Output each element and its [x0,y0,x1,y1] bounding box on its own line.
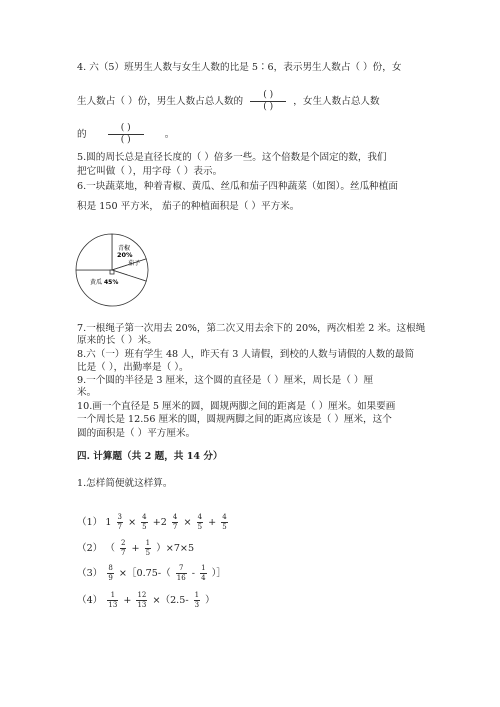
calc-problem-3-label: （3） [77,568,103,579]
q4-line-2-tail: ，女生人数占总人数 [293,96,380,107]
q4-line-3 [77,124,174,145]
fraction: $\frac{3}{7}$ [117,513,122,531]
q6-line-2: 积是 150 平方米， 茄子的种植面积是（ ）平方米。 [77,201,300,212]
fraction: $\frac{8}{9}$ [108,564,113,582]
fraction: $\frac{1}{13}$ [108,591,118,609]
q10-line-3: 圆的面积是（ ）平方厘米。 [77,428,196,439]
fraction: $\frac{7}{16}$ [176,564,186,582]
q9-line-2: 米。 [77,387,97,398]
fraction: $\frac{1}{4}$ [201,564,206,582]
fraction: $\frac{4}{5}$ [197,513,203,531]
calc-problem-2-label: （2） [77,543,103,554]
fraction: $\frac{1}{5}$ [145,539,151,557]
calc-problem-1 [77,512,230,534]
calc-problem-2 [77,538,194,560]
calc-problem-4-label: （4） [77,595,103,606]
operator: + [208,517,217,528]
calc-problem-4 [77,590,215,612]
operator: × [183,517,192,528]
pie-value-qingjiao: 20% [117,251,133,259]
q4-line-1: 4. 六（5）班男生人数与女生人数的比是 5∶6，表示男生人数占（ ）份，女 [77,62,402,73]
q9-line-1: 9.一个圆的半径是 3 厘米，这个圆的直径是（ ）厘米，周长是（ ）厘 [77,375,374,386]
fraction: $\frac{4}{5}$ [222,513,227,531]
q5-line-1: 5.圆的周长总是直径长度的（ ）倍多一些。这个倍数是个固定的数，我们 [77,152,387,163]
calc-problem-4-mid: ×（2.5- [152,595,189,606]
fraction: $\frac{1}{3}$ [194,591,200,609]
calc-problem-3-mid: ×［0.75-（ [118,568,171,579]
operator: - [191,568,196,579]
pie-label-qiezi: 茄子 [128,260,141,267]
fraction: $\frac{12}{13}$ [137,591,147,609]
q4-blank-fraction-1-denominator: ( ) [263,102,274,112]
calc-problem-1-label: （1） [77,517,103,528]
q4-blank-fraction-2-denominator: ( ) [120,135,131,145]
paren-open: （ [105,543,115,554]
fraction: $\frac{4}{7}$ [172,513,178,531]
fraction: $\frac{2}{7}$ [121,539,126,557]
q8-line-1: 8.六（一）班有学生 48 人，昨天有 3 人请假，到校的人数与请假的人数的最简 [77,349,415,360]
pie-label-huanggua: 黄瓜 [90,279,103,286]
q4-line-3-text: 的 [77,129,87,140]
q4-blank-fraction-2-numerator: ( ) [120,123,131,133]
calc-problem-3 [77,563,226,585]
calc-problem-1-whole: 1 [105,517,112,528]
calc-problem-2-tail: ）×7×5 [156,543,195,554]
q5-line-2: 把它叫做（ ），用字母（ ）表示。 [77,166,223,177]
operator: + [123,595,132,606]
q4-blank-fraction-1-numerator: ( ) [263,90,274,100]
q7-line-2: 原来的长（ ）米。 [77,335,157,346]
pie-label-qingjiao: 青椒 [118,245,131,252]
q4-line-2 [77,91,380,112]
q4-line-2-text: 生人数占（ ）份，男生人数占总人数的 [77,96,244,107]
q10-line-2: 一个周长是 12.56 厘米的圆，圆规两脚之间的距离应该是（ ）厘米，这个 [77,414,392,425]
fraction: $\frac{4}{5}$ [142,513,147,531]
q8-line-2: 比是（ ），出勤率是（ ）。 [77,362,189,373]
operator: × [128,517,137,528]
calc-problem-3-tail: ）］ [211,568,227,579]
q4-line-3-tail: 。 [164,129,175,140]
calc-intro: 1.怎样简便就这样算。 [77,478,173,489]
q10-line-1: 10.画一个直径是 5 厘米的圆，圆规两脚之间的距离是（ ）厘米。如果要画 [77,401,396,412]
q4-blank-fraction-2[interactable] [108,124,144,145]
calc-problem-4-tail: ） [205,595,215,606]
operator: + [131,543,140,554]
q4-blank-fraction-1[interactable] [250,91,286,112]
section-4-heading: 四. 计算题（共 2 题，共 14 分） [77,451,223,462]
pie-slice-sigua [76,234,112,270]
pie-value-huanggua: 45% [104,279,119,286]
q7-line-1: 7.一根绳子第一次用去 20%，第二次又用去余下的 20%，两次相差 2 米。这根绳 [77,323,426,334]
vegetable-pie-chart [74,232,150,308]
operator: +2 [152,517,167,528]
q6-line-1: 6.一块蔬菜地，种着青椒、黄瓜、丝瓜和茄子四种蔬菜（如图）。丝瓜种植面 [77,181,398,192]
